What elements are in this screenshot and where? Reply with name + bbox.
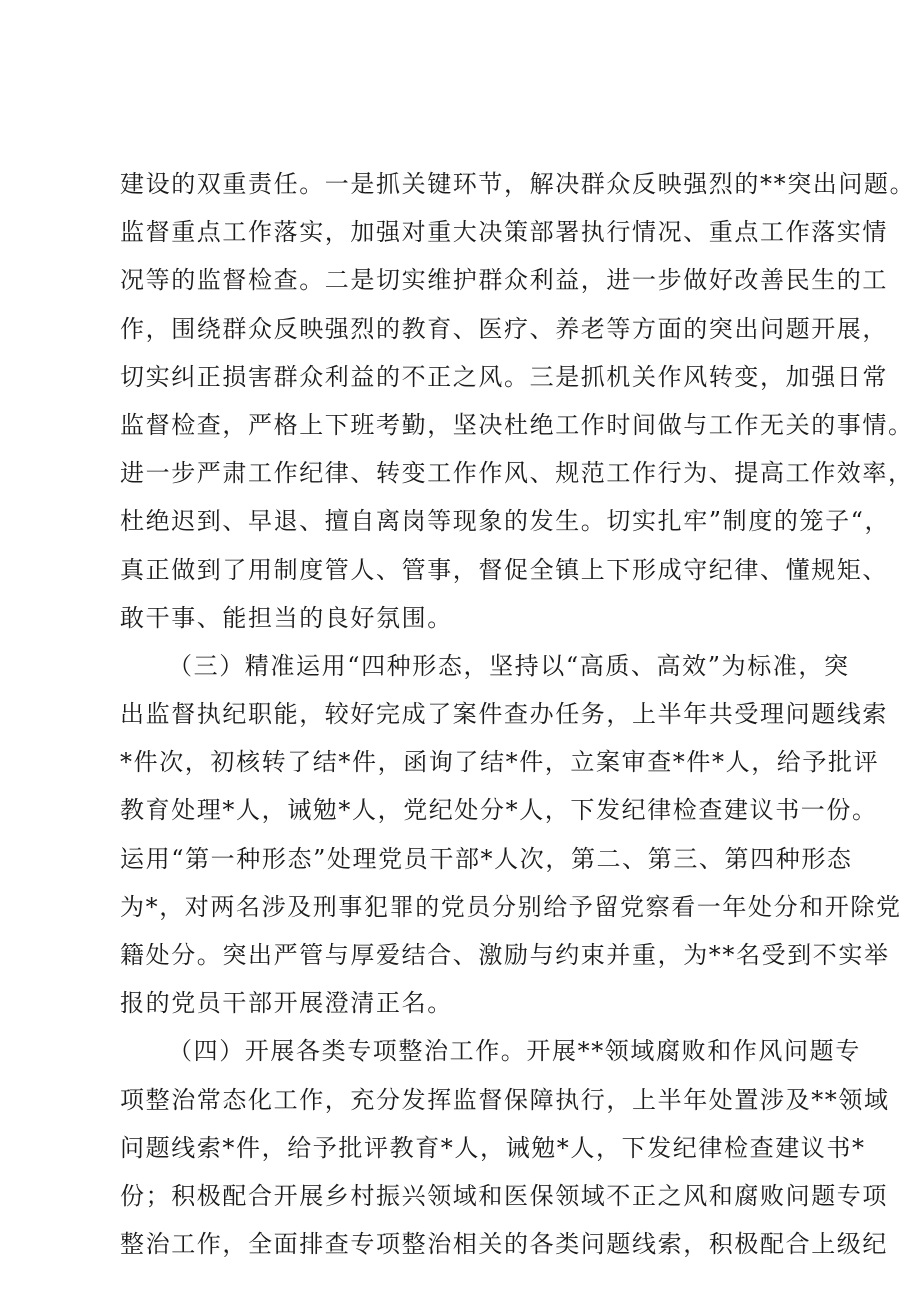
- text-line: 建设的双重责任。一是抓关键环节，解决群众反映强烈的**突出问题。: [120, 170, 916, 198]
- paragraph-p3: [120, 1027, 890, 1268]
- text-line: 教育处理*人，诫勉*人，党纪处分*人，下发纪律检查建议书一份。: [120, 796, 878, 825]
- text-line: 监督重点工作落实，加强对重大决策部署执行情况、重点工作落实情: [120, 218, 888, 247]
- text-line: 出监督执纪职能，较好完成了案件查办任务，上半年共受理问题线索: [120, 700, 888, 729]
- text-line: 运用“第一种形态”处理党员干部*人次，第二、第三、第四种形态: [120, 844, 853, 873]
- text-line: 份；积极配合开展乡村振兴领域和医保领域不正之风和腐败问题专项: [120, 1181, 888, 1210]
- text-line: （四）开展各类专项整治工作。开展**领域腐败和作风问题专: [168, 1037, 861, 1066]
- text-line: 报的党员干部开展澄清正名。: [120, 989, 453, 1018]
- text-line: 真正做到了用制度管人、管事，督促全镇上下形成守纪律、懂规矩、: [120, 555, 888, 584]
- body-text: [120, 160, 916, 1268]
- text-line: 作，围绕群众反映强烈的教育、医疗、养老等方面的突出问题开展，: [120, 314, 888, 343]
- text-line: 整治工作，全面排查专项整治相关的各类问题线索，积极配合上级纪: [120, 1230, 888, 1259]
- text-line: （三）精准运用“四种形态，坚持以“高质、高效”为标准，突: [168, 651, 850, 680]
- paragraph-p1: [120, 160, 916, 642]
- text-line: 敢干事、能担当的良好氛围。: [120, 603, 453, 632]
- text-line: 项整治常态化工作，充分发挥监督保障执行，上半年处置涉及**领域: [120, 1085, 890, 1114]
- text-line: 况等的监督检查。二是切实维护群众利益，进一步做好改善民生的工: [120, 266, 888, 295]
- text-line: 籍处分。突出严管与厚爱结合、激励与约束并重，为**名受到不实举: [120, 941, 890, 969]
- text-line: 监督检查，严格上下班考勤，坚决杜绝工作时间做与工作无关的事情。: [120, 410, 914, 439]
- paragraph-p2: [120, 642, 902, 1028]
- text-line: 问题线索*件，给予批评教育*人，诫勉*人，下发纪律检查建议书*: [120, 1133, 866, 1162]
- text-line: *件次，初核转了结*件，函询了结*件，立案审查*件*人，给予批评: [120, 748, 880, 777]
- text-line: 切实纠正损害群众利益的不正之风。三是抓机关作风转变，加强日常: [120, 362, 888, 391]
- text-line: 为*，对两名涉及刑事犯罪的党员分别给予留党察看一年处分和开除党: [120, 892, 902, 921]
- text-line: 杜绝迟到、早退、擅自离岗等现象的发生。切实扎牢”制度的笼子“，: [120, 507, 891, 536]
- text-line: 进一步严肃工作纪律、转变工作作风、规范工作行为、提高工作效率，: [120, 459, 914, 488]
